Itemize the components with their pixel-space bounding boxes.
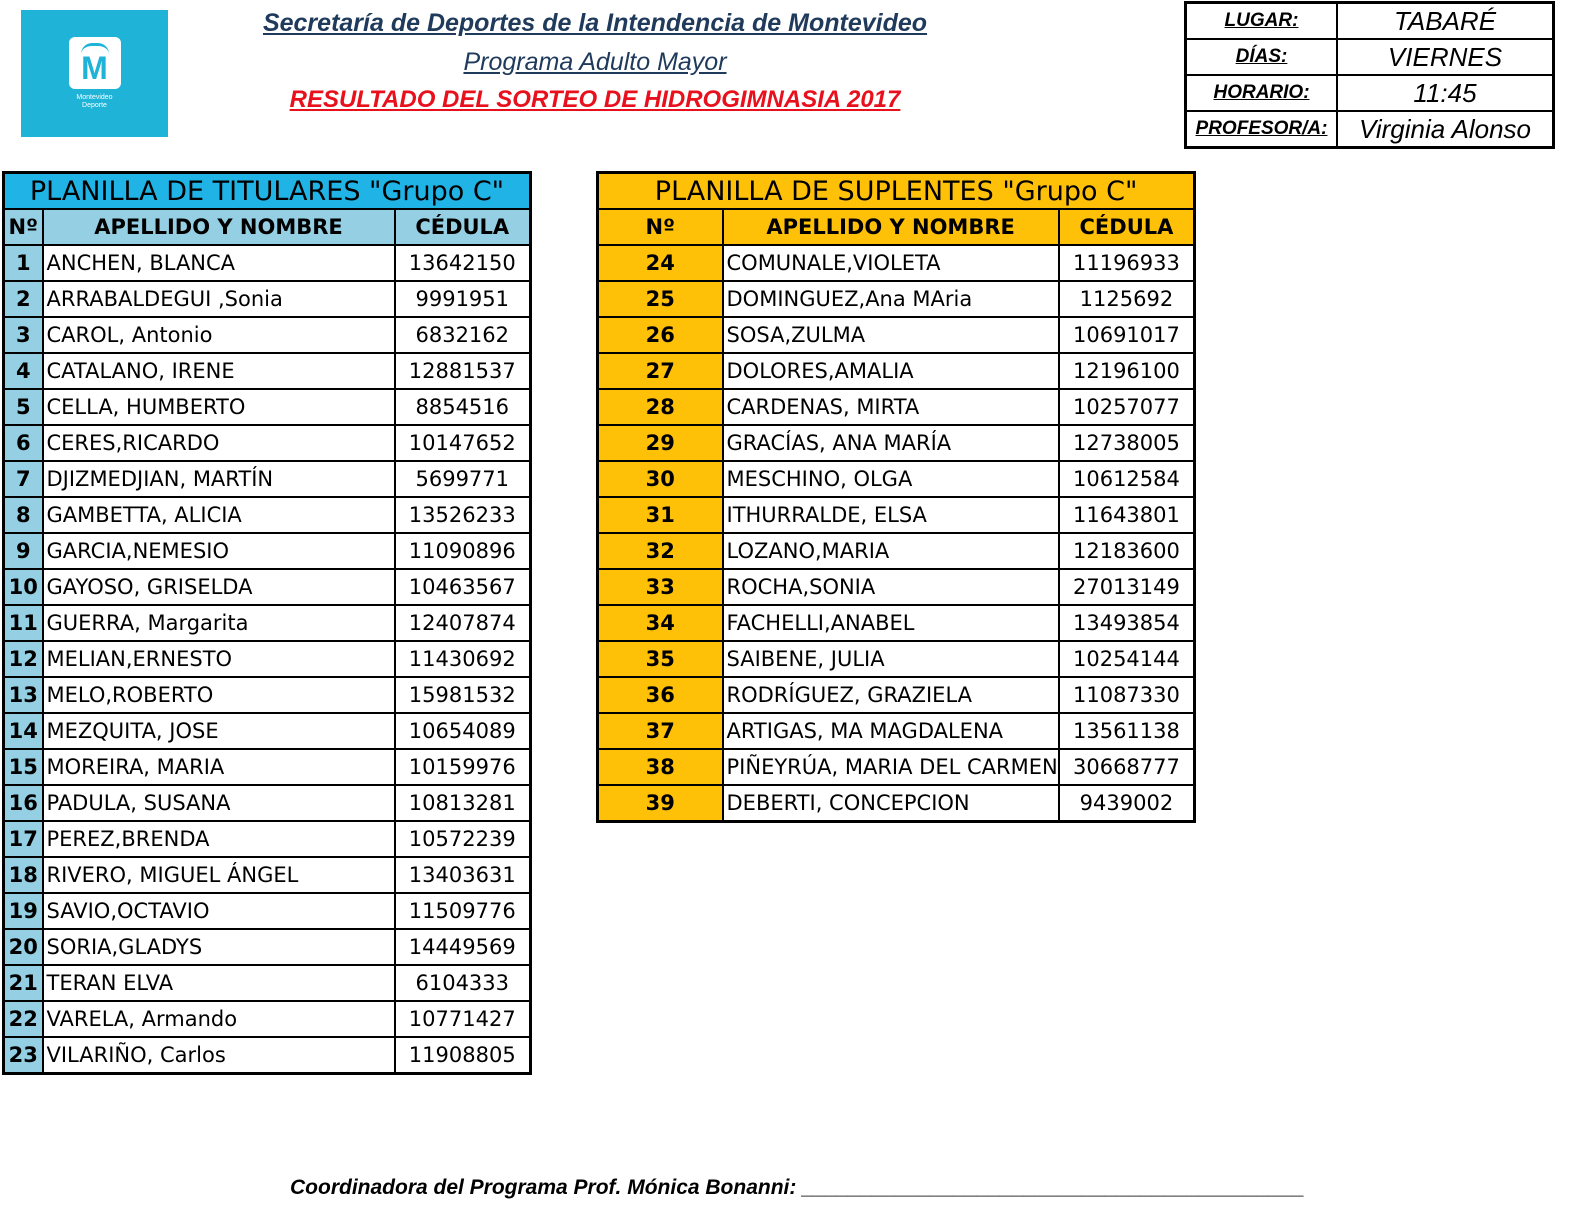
row-cedula: 13526233 [395,497,531,533]
table-row [4,605,531,641]
row-number: 34 [598,605,723,641]
row-name: LOZANO,MARIA [723,533,1059,569]
row-cedula: 10813281 [395,785,531,821]
row-number: 13 [4,677,43,713]
row-cedula: 11196933 [1059,245,1195,281]
titulares-table [2,171,532,1075]
table-row [4,389,531,425]
row-name: ANCHEN, BLANCA [43,245,395,281]
table-row [598,497,1195,533]
row-name: SAVIO,OCTAVIO [43,893,395,929]
col-header-name: APELLIDO Y NOMBRE [43,209,395,245]
row-name: DEBERTI, CONCEPCION [723,785,1059,822]
row-number: 12 [4,641,43,677]
row-cedula: 13403631 [395,857,531,893]
row-number: 7 [4,461,43,497]
row-name: CELLA, HUMBERTO [43,389,395,425]
row-number: 25 [598,281,723,317]
row-cedula: 10771427 [395,1001,531,1037]
row-number: 28 [598,389,723,425]
row-number: 6 [4,425,43,461]
info-row [1186,39,1554,75]
table-row [4,569,531,605]
row-cedula: 13561138 [1059,713,1195,749]
row-cedula: 12183600 [1059,533,1195,569]
row-name: TERAN ELVA [43,965,395,1001]
suplentes-table [596,171,1196,823]
row-number: 23 [4,1037,43,1074]
table-row [4,929,531,965]
row-number: 5 [4,389,43,425]
table-row [4,749,531,785]
row-cedula: 10572239 [395,821,531,857]
row-number: 29 [598,425,723,461]
row-number: 1 [4,245,43,281]
table-row [598,677,1195,713]
table-row [4,1037,531,1074]
row-number: 15 [4,749,43,785]
logo-m-icon: M [69,37,121,89]
table-row [4,857,531,893]
row-number: 24 [598,245,723,281]
row-cedula: 11087330 [1059,677,1195,713]
table-row [598,425,1195,461]
table-row [598,605,1195,641]
row-name: ARRABALDEGUI ,Sonia [43,281,395,317]
table-row [4,1001,531,1037]
row-name: ITHURRALDE, ELSA [723,497,1059,533]
row-number: 18 [4,857,43,893]
row-name: MOREIRA, MARIA [43,749,395,785]
row-name: GRACÍAS, ANA MARÍA [723,425,1059,461]
table-row [598,569,1195,605]
row-name: SOSA,ZULMA [723,317,1059,353]
table-row [4,893,531,929]
info-value: TABARÉ [1337,3,1554,40]
info-row [1186,111,1554,148]
row-number: 36 [598,677,723,713]
row-cedula: 10691017 [1059,317,1195,353]
row-number: 31 [598,497,723,533]
row-name: PEREZ,BRENDA [43,821,395,857]
table-row [598,713,1195,749]
row-name: MELO,ROBERTO [43,677,395,713]
row-cedula: 15981532 [395,677,531,713]
row-name: GARCIA,NEMESIO [43,533,395,569]
table-row [4,821,531,857]
row-number: 3 [4,317,43,353]
row-cedula: 12407874 [395,605,531,641]
row-name: RODRÍGUEZ, GRAZIELA [723,677,1059,713]
row-name: CARDENAS, MIRTA [723,389,1059,425]
page-subtitle: Programa Adulto Mayor [463,48,727,76]
row-number: 21 [4,965,43,1001]
row-number: 10 [4,569,43,605]
row-cedula: 11430692 [395,641,531,677]
row-cedula: 1125692 [1059,281,1195,317]
col-header-cedula: CÉDULA [1059,209,1195,245]
row-name: ARTIGAS, MA MAGDALENA [723,713,1059,749]
row-number: 32 [598,533,723,569]
header [180,8,1010,118]
col-header-number: Nº [4,209,43,245]
table-row [598,749,1195,785]
row-cedula: 11643801 [1059,497,1195,533]
row-number: 27 [598,353,723,389]
table-row [4,533,531,569]
col-header-cedula: CÉDULA [395,209,531,245]
row-name: DOMINGUEZ,Ana MAria [723,281,1059,317]
table-row [4,965,531,1001]
row-name: RIVERO, MIGUEL ÁNGEL [43,857,395,893]
row-name: GAMBETTA, ALICIA [43,497,395,533]
row-number: 30 [598,461,723,497]
row-cedula: 10612584 [1059,461,1195,497]
row-cedula: 10159976 [395,749,531,785]
table-row [598,317,1195,353]
row-name: VILARIÑO, Carlos [43,1037,395,1074]
row-number: 9 [4,533,43,569]
table-row [4,461,531,497]
row-number: 8 [4,497,43,533]
table-row [4,317,531,353]
row-cedula: 10254144 [1059,641,1195,677]
row-number: 26 [598,317,723,353]
row-name: SORIA,GLADYS [43,929,395,965]
row-name: SAIBENE, JULIA [723,641,1059,677]
row-name: GAYOSO, GRISELDA [43,569,395,605]
row-cedula: 11509776 [395,893,531,929]
row-cedula: 10147652 [395,425,531,461]
row-cedula: 10654089 [395,713,531,749]
info-label: LUGAR: [1186,3,1338,40]
row-name: GUERRA, Margarita [43,605,395,641]
row-number: 4 [4,353,43,389]
table-row [598,533,1195,569]
table-row [598,245,1195,281]
page-title: Secretaría de Deportes de la Intendencia de Montevideo [262,9,928,37]
table-row [598,785,1195,822]
row-name: MEZQUITA, JOSE [43,713,395,749]
table-row [4,497,531,533]
row-name: COMUNALE,VIOLETA [723,245,1059,281]
row-name: PADULA, SUSANA [43,785,395,821]
row-number: 2 [4,281,43,317]
row-number: 14 [4,713,43,749]
row-number: 38 [598,749,723,785]
info-label: HORARIO: [1186,75,1338,111]
table-row [4,677,531,713]
row-cedula: 13493854 [1059,605,1195,641]
row-name: ROCHA,SONIA [723,569,1059,605]
titulares-caption: PLANILLA DE TITULARES "Grupo C" [4,173,531,210]
row-name: MELIAN,ERNESTO [43,641,395,677]
row-cedula: 5699771 [395,461,531,497]
table-row [598,281,1195,317]
logo-line1: Montevideo [76,94,113,101]
info-value: 11:45 [1337,75,1554,111]
info-value: Virginia Alonso [1337,111,1554,148]
col-header-name: APELLIDO Y NOMBRE [723,209,1059,245]
logo-line2: Deporte [82,102,107,109]
coordinator-signature-line: Coordinadora del Programa Prof. Mónica Bonanni: ___________________________________________ [290,1176,1305,1199]
row-cedula: 6832162 [395,317,531,353]
row-name: MESCHINO, OLGA [723,461,1059,497]
row-name: CERES,RICARDO [43,425,395,461]
row-cedula: 9439002 [1059,785,1195,822]
row-cedula: 14449569 [395,929,531,965]
row-name: PIÑEYRÚA, MARIA DEL CARMEN [723,749,1059,785]
row-number: 22 [4,1001,43,1037]
col-header-number: Nº [598,209,723,245]
row-cedula: 11090896 [395,533,531,569]
table-row [4,425,531,461]
table-row [598,461,1195,497]
row-cedula: 10463567 [395,569,531,605]
row-name: CATALANO, IRENE [43,353,395,389]
row-number: 33 [598,569,723,605]
table-row [598,353,1195,389]
row-cedula: 6104333 [395,965,531,1001]
info-value: VIERNES [1337,39,1554,75]
row-cedula: 27013149 [1059,569,1195,605]
table-row [4,713,531,749]
row-cedula: 8854516 [395,389,531,425]
info-row [1186,3,1554,40]
result-title: RESULTADO DEL SORTEO DE HIDROGIMNASIA 2017 [289,86,901,113]
suplentes-caption: PLANILLA DE SUPLENTES "Grupo C" [598,173,1195,210]
row-name: DOLORES,AMALIA [723,353,1059,389]
info-label: DÍAS: [1186,39,1338,75]
table-row [4,353,531,389]
row-cedula: 9991951 [395,281,531,317]
row-number: 37 [598,713,723,749]
table-row [4,281,531,317]
info-label: PROFESOR/A: [1186,111,1338,148]
row-cedula: 12881537 [395,353,531,389]
row-name: VARELA, Armando [43,1001,395,1037]
row-cedula: 12196100 [1059,353,1195,389]
table-row [598,389,1195,425]
table-row [598,641,1195,677]
row-number: 20 [4,929,43,965]
row-cedula: 11908805 [395,1037,531,1074]
row-name: DJIZMEDJIAN, MARTÍN [43,461,395,497]
table-row [4,785,531,821]
table-row [4,641,531,677]
row-number: 19 [4,893,43,929]
row-cedula: 30668777 [1059,749,1195,785]
info-row [1186,75,1554,111]
row-cedula: 12738005 [1059,425,1195,461]
row-name: FACHELLI,ANABEL [723,605,1059,641]
row-name: CAROL, Antonio [43,317,395,353]
row-number: 35 [598,641,723,677]
info-table [1184,1,1555,149]
row-number: 16 [4,785,43,821]
logo-text [76,94,112,110]
row-number: 11 [4,605,43,641]
row-cedula: 13642150 [395,245,531,281]
row-number: 39 [598,785,723,822]
row-cedula: 10257077 [1059,389,1195,425]
montevideo-deporte-logo [21,10,168,137]
row-number: 17 [4,821,43,857]
table-row [4,245,531,281]
